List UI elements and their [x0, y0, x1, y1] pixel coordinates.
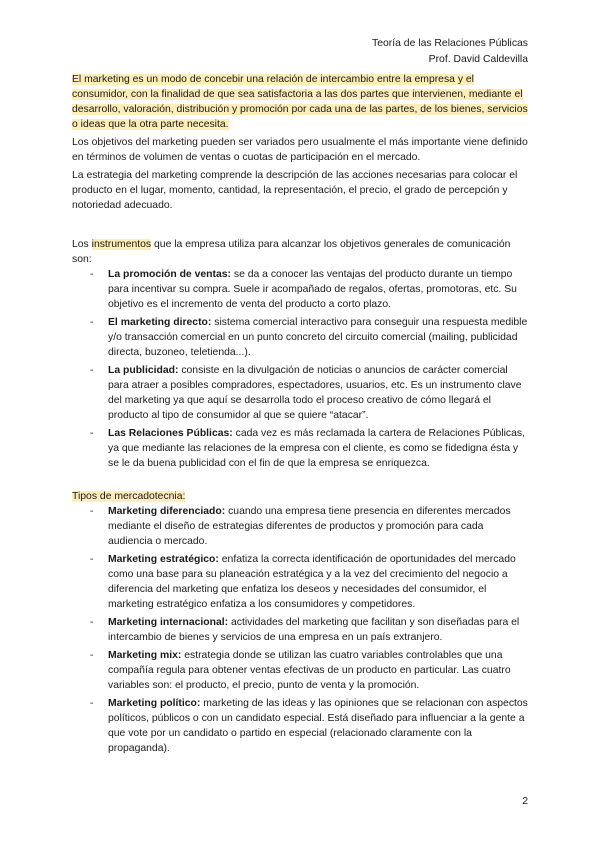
dash-bullet: -: [90, 554, 94, 565]
instruments-list: [72, 267, 530, 471]
list-item: - El marketing directo: sistema comercial interactivo para conseguir una respuesta medible y/o transacción comercial en un punto concreto del circuito comercial (mailing, publicidad directa, buzoneo, teletienda...).: [90, 317, 528, 358]
list-item: - La publicidad: consiste en la divulgación de noticias o anuncios de carácter comercial para atraer a posibles compradores, espectadores, usuarios, etc. Es un instrumento clave del marketing ya que aquí se desarrolla todo el proceso creativo de cómo llegará el producto al tipo de consumidor al que se quiere “atacar”.: [90, 365, 522, 421]
types-list: [72, 504, 530, 756]
types-heading: Tipos de mercadotecnia:: [72, 491, 186, 502]
dash-bullet: -: [90, 365, 94, 376]
list-item: - Las Relaciones Públicas: cada vez es más reclamada la cartera de Relaciones Públicas, ya que mediante las relaciones de la empresa con el cliente, es como se fidedigna ésta y se le da buena publicidad con el fin de que la empresa se enriquezca.: [90, 428, 525, 469]
list-item: - Marketing estratégico: enfatiza la correcta identificación de oportunidades del mercado como una base para su planeación estratégica y a la vez del crecimiento del negocio a diferencia del marketing que enfatiza los deseos y necesidades del consumidor, el marketing estratégico enfatiza a los consumidores y competidores.: [90, 554, 516, 610]
dash-bullet: -: [90, 506, 94, 517]
list-item: - Marketing diferenciado: cuando una empresa tiene presencia en diferentes mercados mediante el diseño de estrategias diferentes de productos y promoción para cada audiencia o mercado.: [90, 506, 511, 547]
professor-name: Prof. David Caldevilla: [428, 54, 528, 65]
instruments-highlight: instrumentos: [91, 239, 152, 250]
course-title: Teoría de las Relaciones Públicas: [372, 38, 528, 49]
page-header: [372, 36, 528, 68]
dash-bullet: -: [90, 650, 94, 661]
page-number: 2: [522, 796, 528, 807]
instruments-lead: Los instrumentos que la empresa utiliza para alcanzar los objetivos generales de comunicación son:: [72, 239, 511, 265]
strategy-paragraph: La estrategia del marketing comprende la descripción de las acciones necesarias para colocar el producto en el lugar, momento, cantidad, la representación, el precio, el grado de percepción y notoriedad adecuado.: [72, 170, 518, 211]
dash-bullet: -: [90, 428, 94, 439]
dash-bullet: -: [90, 317, 94, 328]
list-item: - La promoción de ventas: se da a conocer las ventajas del producto durante un tiempo para incentivar su compra. Suele ir acompañado de regalos, ofertas, promotoras, etc. Su objetivo es el incremento de venta del producto a corto plazo.: [90, 269, 517, 310]
list-item: - Marketing mix: estrategia donde se utilizan las cuatro variables controlables que una compañía regula para obtener ventas efectivas de un producto en particular. Las cuatro variables son: el producto, el precio, punto de venta y la promoción.: [90, 650, 511, 691]
page-content: [72, 72, 530, 759]
list-item: - Marketing político: marketing de las ideas y las opiniones que se relacionan con aspectos políticos, públicos o con un candidato especial. Está diseñado para influenciar a la gente a que vote por un candidato o partido en especial (relacionado claramente con la propaganda).: [90, 698, 528, 754]
definition-highlight: El marketing es un modo de concebir una relación de intercambio entre la empresa y el consumidor, con la finalidad de que sea satisfactoria a las dos partes que intervienen, mediante el desarrollo, valoración, distribución y promoción por cada una de las partes, de los bienes, servicios o ideas que la otra parte necesita.: [72, 74, 528, 130]
objectives-paragraph: Los objetivos del marketing pueden ser variados pero usualmente el más importante viene definido en términos de volumen de ventas o cuotas de participación en el mercado.: [72, 137, 528, 163]
dash-bullet: -: [90, 698, 94, 709]
dash-bullet: -: [90, 269, 94, 280]
dash-bullet: -: [90, 617, 94, 628]
definition-paragraph: [72, 72, 530, 132]
list-item: - Marketing internacional: actividades del marketing que facilitan y son diseñadas para el intercambio de bienes y servicios de una empresa en un país extranjero.: [90, 617, 520, 643]
